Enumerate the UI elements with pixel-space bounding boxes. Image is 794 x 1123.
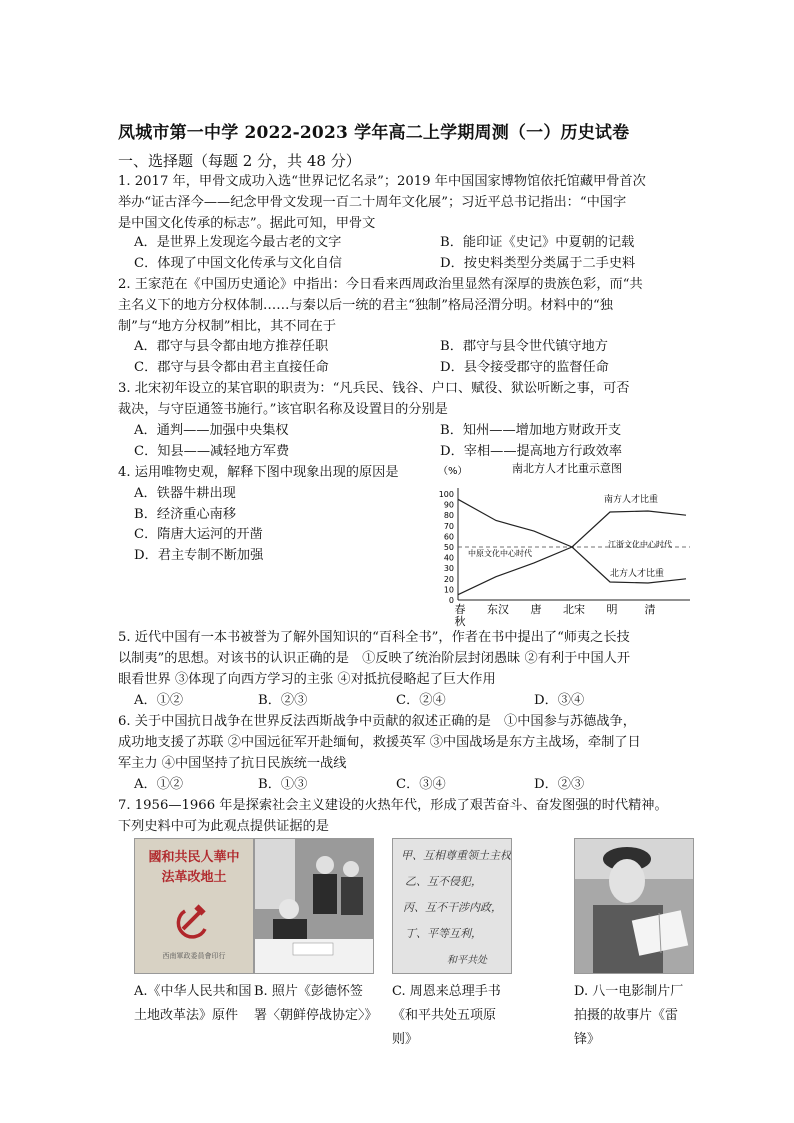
- chart-x-tick-label: 北宋: [563, 603, 585, 616]
- chart-y-tick-label: 40: [443, 553, 454, 563]
- q3-option-b: B．知州——增加地方财政开支: [440, 423, 622, 438]
- chart-y-tick-label: 10: [443, 585, 454, 595]
- chart-x-tick-label: 明: [606, 603, 618, 616]
- chart-y-tick-label: 90: [443, 500, 454, 510]
- q7-image-c-line-2: 乙、互不侵犯，: [405, 875, 482, 888]
- q7-image-a-title-line-2: 法革改地土: [161, 870, 227, 885]
- q3-option-d: D．宰相——提高地方行政效率: [440, 444, 623, 459]
- q3-stem-line-2: 裁决，与守臣通签书施行。”该官职名称及设置目的分别是: [118, 402, 448, 417]
- q1-stem-line-2: 举办“证古泽今——纪念甲骨文发现一百二十周年文化展”；习近平总书记指出：“中国字: [118, 195, 627, 210]
- q7-image-c-handwriting: [392, 838, 512, 974]
- q6-option-a: A．①②: [134, 777, 184, 792]
- section-heading: 一、选择题（每题 2 分，共 48 分）: [118, 152, 361, 170]
- chart-legend-south: 南方人才比重: [604, 495, 659, 505]
- q7-image-b-signing-photo: [254, 838, 374, 974]
- q7-image-c-line-1: 甲、互相尊重领土主权: [401, 849, 511, 862]
- chart-y-tick-label: 50: [443, 543, 454, 552]
- chart-x-tick-label: 唐: [530, 603, 542, 616]
- reading-soldier-illustration: [575, 839, 693, 973]
- q3-stem-line-1: 3. 北宋初年设立的某官职的职责为：“凡兵民、钱谷、户口、赋役、狱讼听断之事，可否: [118, 381, 630, 396]
- q2-option-c: C．郡守与县令都由君主直接任命: [134, 360, 329, 375]
- q4-option-a: A．铁器牛耕出现: [134, 486, 236, 501]
- talent-ratio-chart: [428, 458, 696, 628]
- q2-option-b: B．郡守与县令世代镇守地方: [440, 339, 608, 354]
- q5-option-c: C．②④: [396, 693, 446, 708]
- q1-option-d: D．按史料类型分类属于二手史料: [440, 256, 636, 271]
- q1-option-b: B．能印证《史记》中夏朝的记载: [440, 235, 635, 250]
- chart-annotation-jiangzhe: 江浙文化中心时代: [608, 540, 672, 549]
- q4-stem-line-1: 4. 运用唯物史观，解释下图中现象出现的原因是: [118, 465, 399, 480]
- q6-option-c: C．③④: [396, 777, 446, 792]
- q3-option-a: A．通判——加强中央集权: [134, 423, 289, 438]
- chart-ylabel: （%）: [438, 466, 468, 477]
- q7-choice-c-caption: C. 周恩来总理手书《和平共处五项原则》: [392, 984, 501, 1047]
- q1-option-a: A．是世界上发现迄今最古老的文字: [134, 235, 342, 250]
- chart-title: 南北方人才比重示意图: [512, 462, 622, 475]
- q6-stem-line-1: 6. 关于中国抗日战争在世界反法西斯战争中贡献的叙述正确的是 ①中国参与苏德战争，: [118, 714, 636, 729]
- q6-stem-line-2: 成功地支援了苏联 ②中国远征军开赴缅甸，救援英军 ③中国战场是东方主战场，牵制了日: [118, 735, 641, 750]
- q6-option-b: B．①③: [258, 777, 308, 792]
- q2-option-a: A．郡守与县令都由地方推荐任职: [134, 339, 329, 354]
- q7-stem-line-1: 7. 1956—1966 年是探索社会主义建设的火热年代，形成了艰苦奋斗、奋发图强的时代精神。: [118, 798, 668, 813]
- q5-option-b: B．②③: [258, 693, 308, 708]
- q5-option-a: A．①②: [134, 693, 184, 708]
- chart-x-tick-label: 东汉: [487, 603, 509, 616]
- q2-stem-line-2: 主名义下的地方分权体制……与秦以后一统的君主“独制”格局泾渭分明。材料中的“独: [118, 298, 613, 313]
- chart-legend-north: 北方人才比重: [610, 569, 665, 579]
- chart-y-tick-label: 70: [443, 521, 454, 531]
- hammer-sickle-icon: [175, 901, 213, 939]
- q5-stem-line-2: 以制夷”的思想。对该书的认识正确的是 ①反映了统治阶层封闭愚昧 ②有利于中国人开: [118, 651, 631, 666]
- q7-image-c-line-3: 丙、互不干涉内政，: [403, 901, 502, 914]
- q1-stem-line-1: 1. 2017 年，甲骨文成功入选“世界记忆名录”；2019 年中国国家博物馆依托馆藏甲骨首次: [118, 174, 646, 189]
- q7-image-c-line-5: 和平共处: [447, 955, 487, 966]
- page-title: 凤城市第一中学 2022-2023 学年高二上学期周测（一）历史试卷: [118, 123, 630, 143]
- q4-option-c: C．隋唐大运河的开凿: [134, 527, 263, 542]
- chart-x-tick-label: 春秋: [454, 603, 466, 628]
- q6-stem-line-3: 军主力 ④中国坚持了抗日民族统一战线: [118, 756, 347, 771]
- q2-option-d: D．县令接受郡守的监督任命: [440, 360, 609, 375]
- q7-choice-d-caption: D. 八一电影制片厂拍摄的故事片《雷锋》: [574, 984, 684, 1047]
- chart-annotation-central: 中原文化中心时代: [468, 549, 532, 558]
- chart-y-tick-label: 30: [443, 564, 454, 574]
- q2-stem-line-3: 制”与“地方分权制”相比，其不同在于: [118, 319, 337, 334]
- q7-choice-b-caption: B. 照片《彭德怀签署〈朝鲜停战协定〉》: [254, 984, 378, 1023]
- q7-image-d-reading-photo: [574, 838, 694, 974]
- q2-stem-line-1: 2. 王家范在《中国历史通论》中指出：今日看来西周政治里显然有深厚的贵族色彩，而“共: [118, 277, 643, 292]
- chart-y-tick-label: 100: [438, 490, 454, 499]
- chart-y-tick-label: 60: [443, 532, 454, 542]
- q7-image-a-document: [134, 838, 254, 974]
- q4-option-b: B．经济重心南移: [134, 507, 237, 522]
- q3-option-c: C．知县——减轻地方军费: [134, 444, 290, 459]
- q1-stem-line-3: 是中国文化传承的标志”。据此可知，甲骨文: [118, 216, 376, 231]
- chart-y-tick-label: 80: [443, 511, 454, 521]
- q1-option-c: C．体现了中国文化传承与文化自信: [134, 256, 342, 271]
- signing-scene-illustration: [255, 839, 373, 973]
- q5-stem-line-3: 眼看世界 ③体现了向西方学习的主张 ④对抵抗侵略起了巨大作用: [118, 672, 496, 687]
- q7-image-c-line-4: 丁、平等互利，: [405, 927, 482, 940]
- q5-option-d: D．③④: [534, 693, 585, 708]
- q4-option-d: D．君主专制不断加强: [134, 548, 264, 563]
- q5-stem-line-1: 5. 近代中国有一本书被誉为了解外国知识的“百科全书”，作者在书中提出了“师夷之长技: [118, 630, 630, 645]
- chart-y-tick-label: 20: [443, 574, 454, 584]
- chart-y-tick-label: 0: [448, 596, 454, 605]
- q7-image-a-publisher: 西南軍政委員會印行: [162, 952, 226, 960]
- chart-x-tick-label: 清: [644, 603, 656, 616]
- q7-choice-a-caption: A.《中华人民共和国土地改革法》原件: [134, 984, 252, 1023]
- q7-image-a-title-line-1: 國和共民人華中: [148, 850, 240, 865]
- q6-option-d: D．②③: [534, 777, 585, 792]
- q7-stem-line-2: 下列史料中可为此观点提供证据的是: [118, 819, 329, 834]
